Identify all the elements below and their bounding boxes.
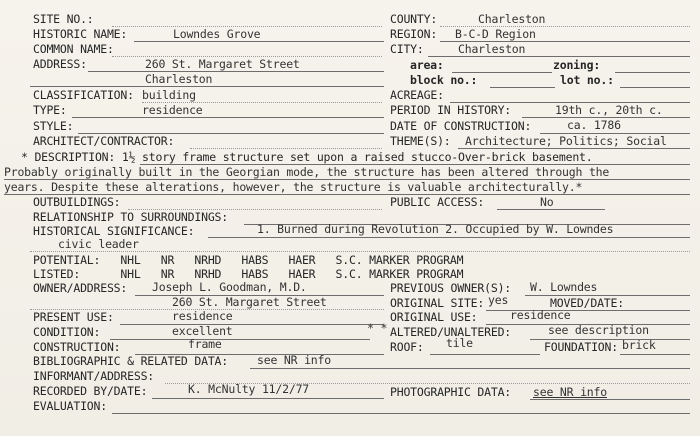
style-label: STYLE: xyxy=(33,119,74,133)
condition-value: excellent xyxy=(172,324,233,338)
bibliographic-line xyxy=(250,368,690,369)
foundation-label: FOUNDATION: xyxy=(544,340,618,354)
architect-line xyxy=(190,148,382,149)
public-access-line xyxy=(497,209,605,210)
condition-line xyxy=(110,339,370,340)
owner-label: OWNER/ADDRESS: xyxy=(33,281,128,295)
themes-label: THEME(S): xyxy=(390,134,451,148)
evaluation-line xyxy=(112,413,690,414)
significance-line-1 xyxy=(208,237,690,238)
foundation-line xyxy=(620,354,690,355)
roof-line xyxy=(430,354,540,355)
block-no-line xyxy=(490,87,555,88)
photographic-label: PHOTOGRAPHIC DATA: xyxy=(390,385,512,399)
original-use-value: residence xyxy=(510,308,571,322)
type-label: TYPE: xyxy=(33,103,67,117)
date-construction-label: DATE OF CONSTRUCTION: xyxy=(390,119,532,133)
present-use-line xyxy=(120,324,384,325)
site-no-label: SITE NO.: xyxy=(33,12,94,26)
informant-label: INFORMANT/ADDRESS: xyxy=(33,369,155,383)
address-label: ADDRESS: xyxy=(33,57,87,71)
relationship-label: RELATIONSHIP TO SURROUNDINGS: xyxy=(33,210,228,224)
altered-label: ALTERED/UNALTERED: xyxy=(390,325,512,339)
period-label: PERIOD IN HISTORY: xyxy=(390,103,512,117)
condition-label: CONDITION: xyxy=(33,325,101,339)
region-value: B-C-D Region xyxy=(455,27,536,41)
zoning-line xyxy=(615,72,690,73)
historic-name-label: HISTORIC NAME: xyxy=(33,27,128,41)
significance-value-2: civic leader xyxy=(58,237,139,251)
present-use-value: residence xyxy=(172,309,233,323)
star-mark: * * xyxy=(367,321,388,335)
recorded-label: RECORDED BY/DATE: xyxy=(33,384,148,398)
construction-label: CONSTRUCTION: xyxy=(33,340,121,354)
altered-value: see description xyxy=(548,323,649,337)
address-line-2 xyxy=(30,86,384,87)
significance-label: HISTORICAL SIGNIFICANCE: xyxy=(33,224,195,238)
construction-value: frame xyxy=(188,337,222,351)
period-value: 19th c., 20th c. xyxy=(555,103,663,117)
outbuildings-label: OUTBUILDINGS: xyxy=(33,195,121,209)
significance-value-1: 1. Burned during Revolution 2. Occupied by W. Lowndes xyxy=(257,222,614,236)
description-line-2: Probably originally built in the Georgian mode, the structure has been altered through the xyxy=(4,165,610,179)
photographic-line xyxy=(530,399,690,400)
moved-date-label: MOVED/DATE: xyxy=(550,296,624,310)
historic-name-value: Lowndes Grove xyxy=(173,27,261,41)
themes-line xyxy=(458,148,690,149)
owner-value-2: 260 St. Margaret Street xyxy=(172,295,327,309)
acreage-label: ACREAGE: xyxy=(390,88,444,102)
type-value: residence xyxy=(142,103,203,117)
classification-label: CLASSIFICATION: xyxy=(33,88,134,102)
original-site-value: yes xyxy=(488,293,509,307)
original-use-label: ORIGINAL USE: xyxy=(390,310,478,324)
previous-owner-value: W. Lowndes xyxy=(530,280,598,294)
block-no-label: block no.: xyxy=(410,73,478,87)
public-access-label: PUBLIC ACCESS: xyxy=(390,195,485,209)
county-value: Charleston xyxy=(478,12,546,26)
roof-label: ROOF: xyxy=(390,340,424,354)
address-line-1 xyxy=(88,71,384,72)
classification-value: building xyxy=(142,88,196,102)
architect-label: ARCHITECT/CONTRACTOR: xyxy=(33,134,175,148)
county-label: COUNTY: xyxy=(390,12,438,26)
potential-row: POTENTIAL: NHL NR NRHD HABS HAER S.C. MARKER PROGRAM xyxy=(33,253,464,267)
owner-value-1: Joseph L. Goodman, M.D. xyxy=(152,280,307,294)
address-value-2: Charleston xyxy=(145,72,213,86)
area-label: area: xyxy=(410,58,444,72)
zoning-label: zoning: xyxy=(553,58,601,72)
region-label: REGION: xyxy=(390,27,438,41)
city-value: Charleston xyxy=(458,42,526,56)
significance-line-2 xyxy=(30,251,690,252)
recorded-value: K. McNulty 11/2/77 xyxy=(188,382,310,396)
historic-name-line xyxy=(134,41,384,42)
common-name-label: COMMON NAME: xyxy=(33,42,114,56)
recorded-line xyxy=(152,398,384,399)
lot-no-label: lot no.: xyxy=(560,73,614,87)
city-line xyxy=(428,56,690,57)
roof-value: tile xyxy=(446,336,473,350)
bibliographic-value: see NR info xyxy=(257,353,331,367)
description-line-1: * DESCRIPTION: 1½ story frame structure set upon a raised stucco-Over-brick basement. xyxy=(21,150,593,164)
themes-value: Architecture; Politics; Social xyxy=(465,134,667,148)
public-access-value: No xyxy=(540,195,554,209)
listed-row: LISTED: NHL NR NRHD HABS HAER S.C. MARKER PROGRAM xyxy=(33,267,464,281)
lot-no-line xyxy=(620,87,690,88)
city-label: CITY: xyxy=(390,42,424,56)
date-construction-value: ca. 1786 xyxy=(567,118,621,132)
present-use-label: PRESENT USE: xyxy=(33,310,114,324)
evaluation-label: EVALUATION: xyxy=(33,399,107,413)
type-line xyxy=(72,117,384,118)
description-line-3: years. Despite these alterations, however, the structure is valuable architecturally.* xyxy=(4,180,583,194)
previous-owner-label: PREVIOUS OWNER(S): xyxy=(390,281,512,295)
photographic-value: see NR info xyxy=(533,385,607,399)
address-value-1: 260 St. Margaret Street xyxy=(145,57,300,71)
original-site-label: ORIGINAL SITE: xyxy=(390,296,485,310)
foundation-value: brick xyxy=(622,338,656,352)
bibliographic-label: BIBLIOGRAPHIC & RELATED DATA: xyxy=(33,354,228,368)
